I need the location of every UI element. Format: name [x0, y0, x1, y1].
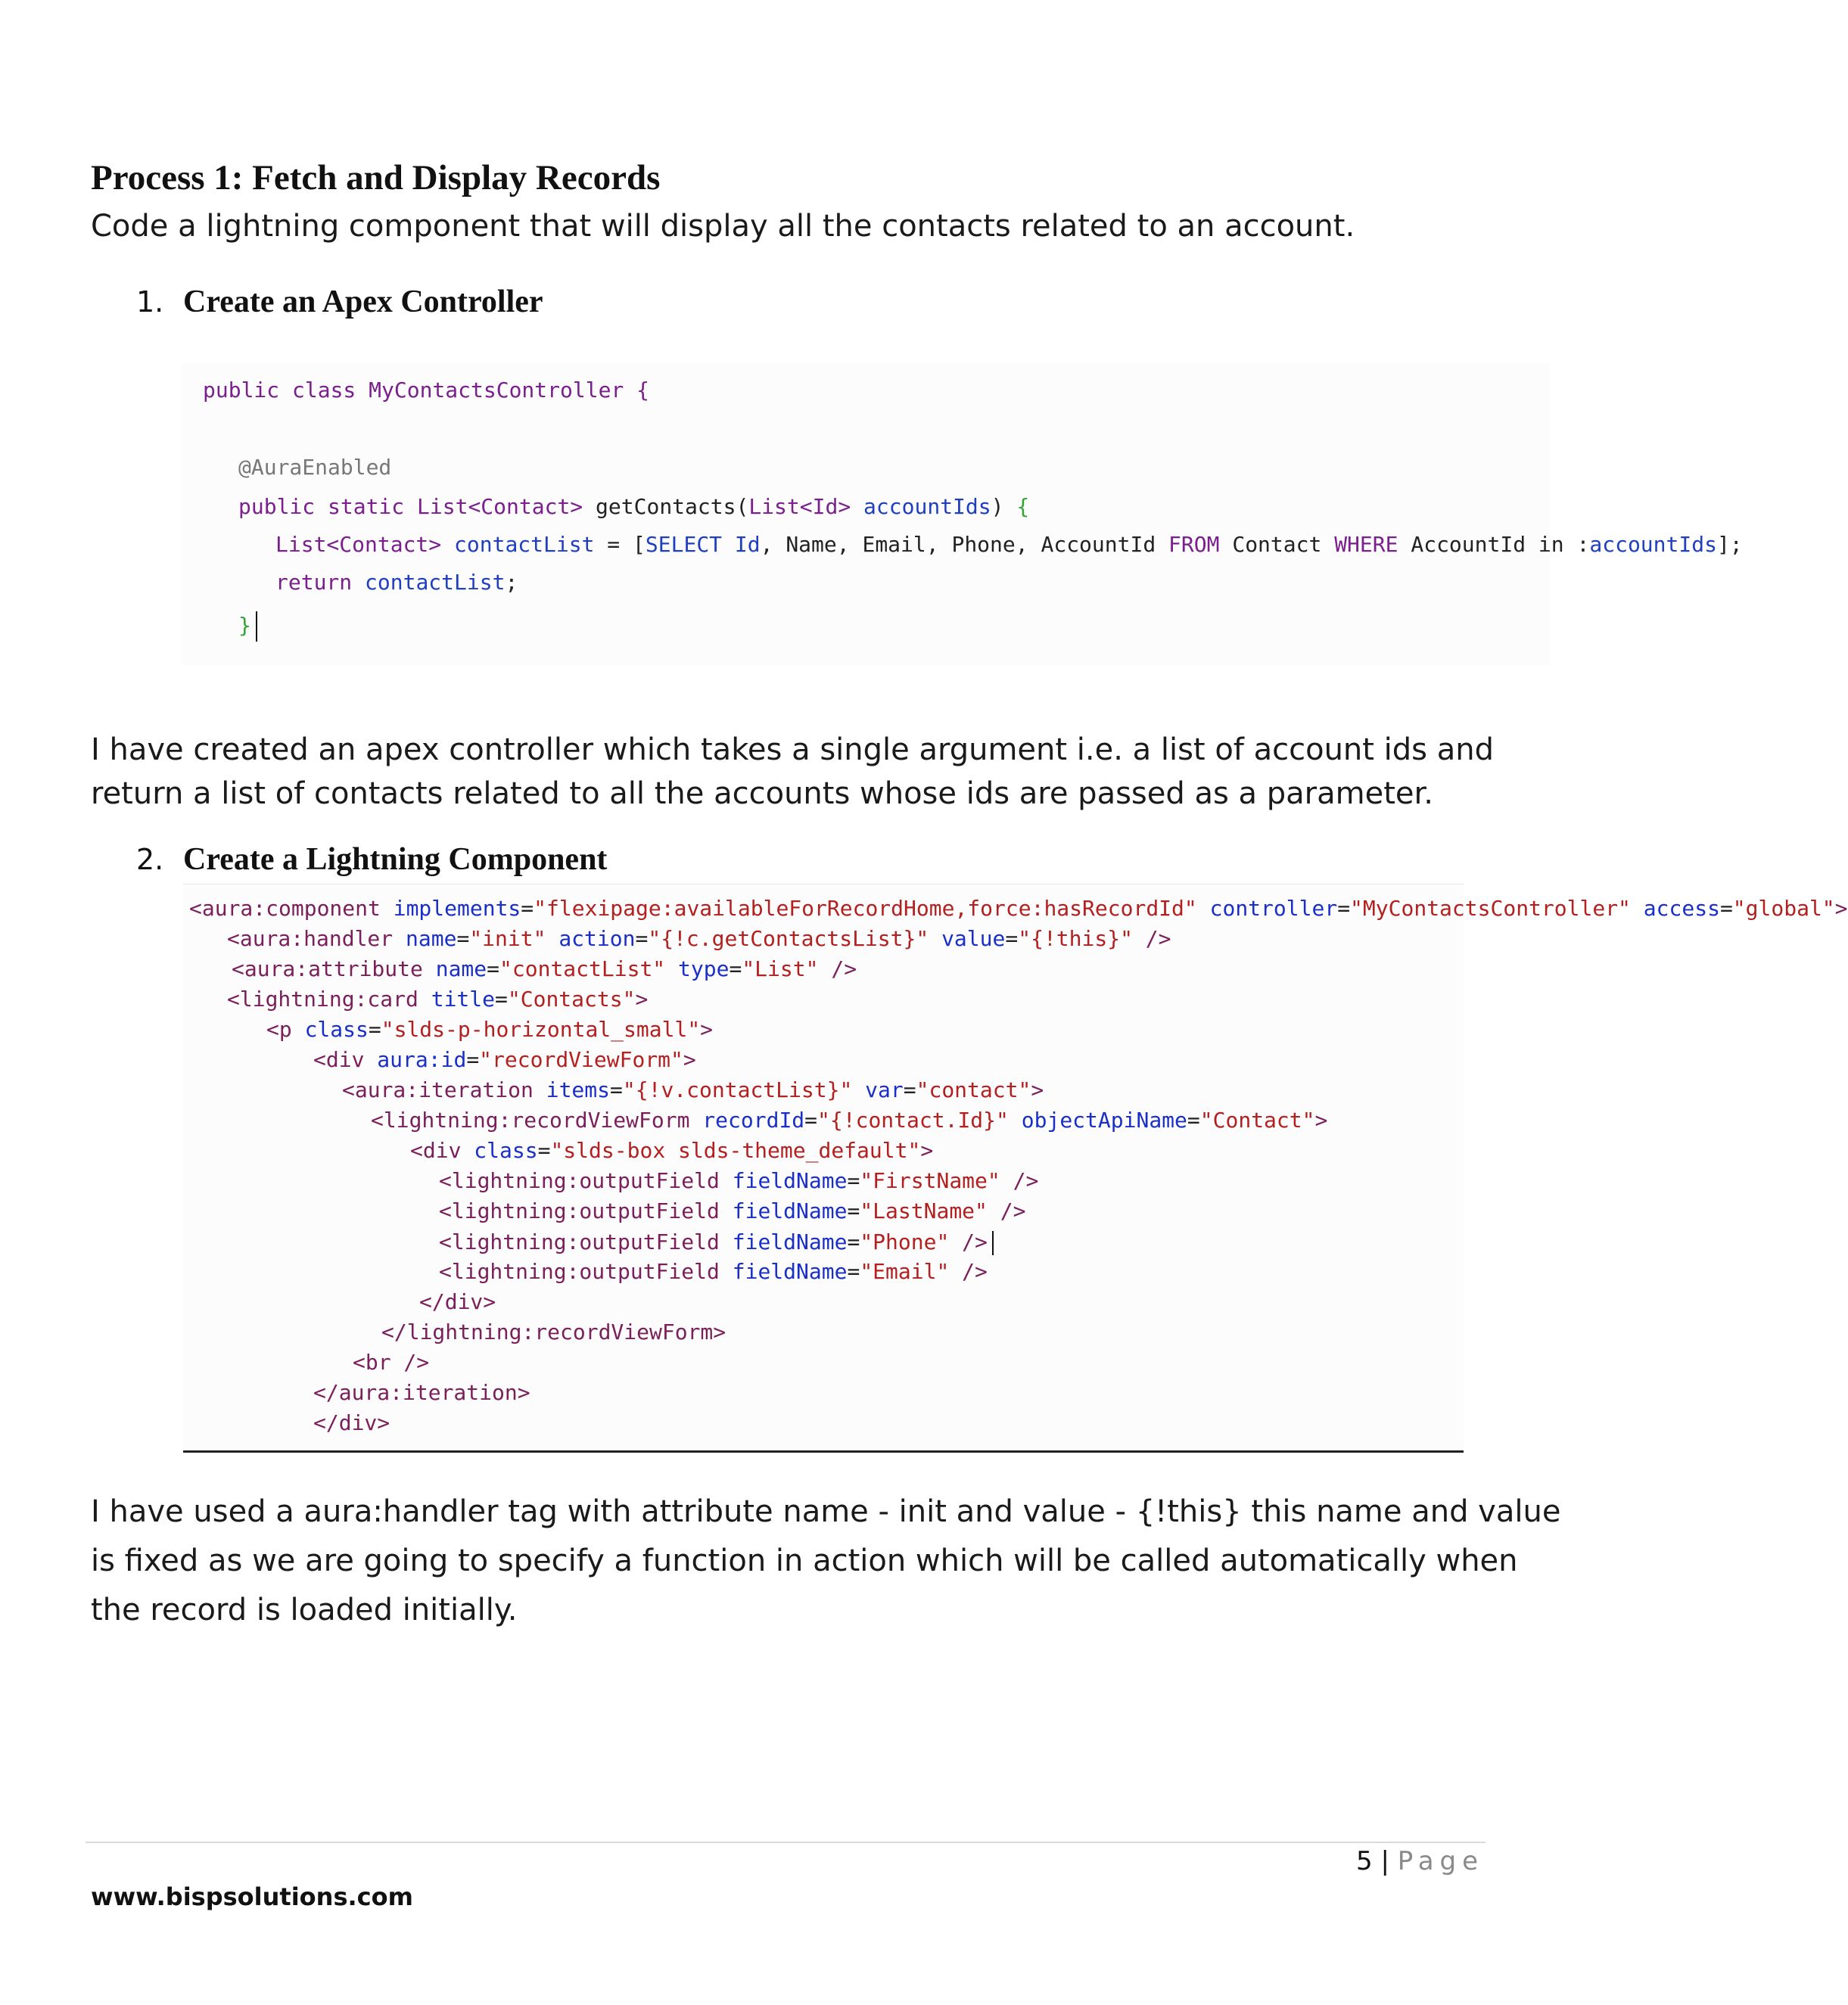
- code-token: items: [546, 1077, 611, 1102]
- code-token: =: [610, 1077, 623, 1102]
- code-token: </div>: [313, 1410, 390, 1435]
- code-token: "slds-p-horizontal_small": [381, 1017, 701, 1042]
- code-token: objectApiName: [1008, 1108, 1187, 1133]
- step-2-label: Create a Lightning Component: [183, 842, 608, 877]
- page-heading: Process 1: Fetch and Display Records: [91, 158, 661, 197]
- code-token: List<Contact>: [417, 494, 583, 519]
- code-token: , Name, Email, Phone, AccountId: [760, 532, 1169, 557]
- code-line: [353, 1352, 429, 1373]
- code-line: [371, 1110, 1327, 1131]
- code-line: [313, 1049, 696, 1071]
- code-token: "contactList": [499, 956, 666, 981]
- code-token: />: [1000, 1168, 1039, 1193]
- code-token: Contact: [1219, 532, 1335, 557]
- code-token: value: [929, 926, 1006, 951]
- code-line: [439, 1170, 1038, 1192]
- code-token: <lightning:outputField: [439, 1229, 733, 1254]
- code-token: =: [368, 1017, 381, 1042]
- code-token: =: [521, 896, 534, 921]
- code-line: [313, 1382, 530, 1404]
- code-token: SELECT Id: [645, 532, 761, 557]
- step-1-number: 1.: [136, 285, 164, 319]
- code-token: >: [635, 987, 649, 1012]
- component-code-block: [183, 884, 1848, 1453]
- code-token: getContacts(: [583, 494, 749, 519]
- apex-explanation: [91, 728, 1494, 816]
- code-token: contactList: [352, 570, 506, 595]
- code-line: [275, 572, 518, 593]
- code-line: [439, 1261, 988, 1282]
- code-token: =: [495, 987, 508, 1012]
- code-line: [439, 1198, 1026, 1223]
- code-token: aura:id: [377, 1047, 467, 1072]
- code-token: fieldName: [732, 1259, 848, 1284]
- website-url: www.bispsolutions.com: [91, 1882, 413, 1911]
- code-token: controller: [1196, 896, 1338, 921]
- step-2-heading: [136, 841, 607, 878]
- code-token: "MyContactsController": [1350, 896, 1631, 921]
- code-token: "{!c.getContactsList}": [648, 926, 929, 951]
- code-line: [238, 457, 391, 478]
- code-token: />: [818, 956, 857, 981]
- footer-divider: [86, 1842, 1486, 1843]
- paragraph-line: return a list of contacts related to all the accounts whose ids are passed as a parameter.: [91, 776, 1433, 811]
- code-token: "Email": [860, 1259, 950, 1284]
- code-token: {: [1016, 494, 1030, 519]
- code-token: WHERE: [1334, 532, 1398, 557]
- page-number-value: 5: [1356, 1846, 1373, 1876]
- code-token: ];: [1716, 532, 1743, 557]
- step-1-heading: [136, 284, 543, 320]
- text-cursor: [256, 611, 257, 642]
- code-token: <lightning:outputField: [439, 1198, 733, 1223]
- intro-text: Code a lightning component that will display all the contacts related to an account.: [91, 209, 1355, 244]
- code-token: >: [1031, 1077, 1044, 1102]
- code-token: <aura:attribute: [232, 956, 436, 981]
- code-token: =: [635, 926, 649, 951]
- code-line: [266, 1019, 713, 1040]
- code-token: </lightning:recordViewForm>: [381, 1320, 726, 1344]
- code-token: >: [1314, 1108, 1328, 1133]
- code-token: class: [304, 1017, 369, 1042]
- code-token: >: [1834, 896, 1848, 921]
- code-token: FROM: [1168, 532, 1220, 557]
- code-token: "{!v.contactList}": [622, 1077, 853, 1102]
- code-token: fieldName: [732, 1198, 848, 1223]
- code-token: <lightning:card: [227, 987, 431, 1012]
- paragraph-line: I have created an apex controller which takes a single argument i.e. a list of account ids and: [91, 732, 1494, 767]
- code-token: action: [546, 926, 636, 951]
- code-line: [238, 496, 1029, 518]
- code-token: <p: [266, 1017, 305, 1042]
- code-token: type: [665, 956, 730, 981]
- code-line: [419, 1289, 496, 1314]
- code-line: [189, 898, 1848, 919]
- code-token: />: [949, 1259, 988, 1284]
- code-token: <aura:component: [189, 896, 394, 921]
- code-token: <lightning:recordViewForm: [371, 1108, 703, 1133]
- code-line: [275, 534, 1743, 555]
- code-token: "flexipage:availableForRecordHome,force:hasRecordId": [534, 896, 1197, 921]
- code-token: =: [456, 926, 470, 951]
- page-word: Page: [1397, 1846, 1485, 1876]
- code-token: "{!contact.Id}": [817, 1108, 1009, 1133]
- code-token: =: [729, 956, 742, 981]
- page-number-separator: |: [1380, 1846, 1389, 1876]
- page-number: [1356, 1846, 1484, 1876]
- code-token: <aura:iteration: [342, 1077, 546, 1102]
- code-token: public class MyContactsController {: [203, 378, 650, 403]
- code-token: accountIds: [1589, 532, 1717, 557]
- code-token: access: [1630, 896, 1720, 921]
- code-line: [313, 1410, 390, 1435]
- code-token: =: [847, 1168, 860, 1193]
- code-line: [439, 1231, 994, 1255]
- code-token: title: [431, 987, 496, 1012]
- code-token: = [: [594, 532, 646, 557]
- code-token: <lightning:outputField: [439, 1168, 733, 1193]
- code-token: fieldName: [732, 1229, 848, 1254]
- code-token: =: [847, 1259, 860, 1284]
- code-token: =: [847, 1229, 860, 1254]
- code-token: "List": [742, 956, 819, 981]
- code-token: AccountId in :: [1398, 532, 1590, 557]
- code-token: contactList: [441, 532, 595, 557]
- code-token: var: [852, 1077, 904, 1102]
- code-token: ): [991, 494, 1017, 519]
- step-1-label: Create an Apex Controller: [183, 284, 543, 319]
- text-cursor: [992, 1231, 994, 1255]
- code-token: List<Id>: [748, 494, 851, 519]
- code-token: fieldName: [732, 1168, 848, 1193]
- code-token: <div: [410, 1138, 474, 1163]
- code-token: "global": [1732, 896, 1835, 921]
- code-line: [232, 956, 857, 981]
- code-token: class: [474, 1138, 538, 1163]
- code-token: =: [1719, 896, 1733, 921]
- code-line: [203, 380, 649, 401]
- code-line: [342, 1077, 1044, 1102]
- code-token: name: [406, 926, 457, 951]
- code-token: "contact": [916, 1077, 1031, 1102]
- code-token: return: [275, 570, 353, 595]
- code-token: =: [1005, 926, 1019, 951]
- code-token: >: [920, 1138, 934, 1163]
- step-2-number: 2.: [136, 843, 164, 876]
- code-token: "Phone": [860, 1229, 950, 1254]
- code-token: List<Contact>: [275, 532, 442, 557]
- code-token: =: [804, 1108, 818, 1133]
- code-line: [238, 611, 257, 642]
- code-token: />: [949, 1229, 988, 1254]
- code-token: }: [238, 613, 251, 638]
- code-line: [227, 928, 1171, 950]
- code-token: <aura:handler: [227, 926, 406, 951]
- code-token: "Contact": [1199, 1108, 1315, 1133]
- code-token: ;: [505, 570, 518, 595]
- code-token: <lightning:outputField: [439, 1259, 733, 1284]
- code-token: implements: [393, 896, 521, 921]
- code-token: >: [700, 1017, 714, 1042]
- paragraph-line: I have used a aura:handler tag with attribute name - init and value - {!this} this name and value: [91, 1494, 1561, 1529]
- code-token: "FirstName": [860, 1168, 1000, 1193]
- code-token: "slds-box slds-theme_default": [550, 1138, 921, 1163]
- code-token: =: [847, 1198, 860, 1223]
- code-token: =: [487, 956, 500, 981]
- code-token: </aura:iteration>: [313, 1380, 530, 1405]
- code-token: <div: [313, 1047, 378, 1072]
- code-token: "Contacts": [507, 987, 636, 1012]
- code-token: recordId: [702, 1108, 805, 1133]
- code-token: "recordViewForm": [479, 1047, 683, 1072]
- code-token: =: [537, 1138, 551, 1163]
- code-token: =: [1337, 896, 1351, 921]
- code-token: "LastName": [860, 1198, 988, 1223]
- code-token: =: [1187, 1108, 1200, 1133]
- code-token: </div>: [419, 1289, 496, 1314]
- code-token: />: [1132, 926, 1171, 951]
- handler-explanation: [91, 1487, 1560, 1635]
- code-token: "init": [469, 926, 546, 951]
- paragraph-line: is fixed as we are going to specify a function in action which will be called automatically when: [91, 1543, 1518, 1578]
- code-token: accountIds: [851, 494, 991, 519]
- paragraph-line: the record is loaded initially.: [91, 1593, 518, 1627]
- code-token: @AuraEnabled: [238, 455, 392, 480]
- code-token: >: [683, 1047, 696, 1072]
- apex-code-block: [182, 363, 1743, 666]
- code-line: [381, 1322, 726, 1343]
- code-token: "{!this}": [1018, 926, 1133, 951]
- code-token: public static: [238, 494, 418, 519]
- code-line: [227, 989, 648, 1010]
- code-line: [410, 1140, 933, 1161]
- code-token: =: [903, 1077, 916, 1102]
- code-token: =: [466, 1047, 480, 1072]
- code-token: />: [987, 1198, 1026, 1223]
- code-token: <br />: [353, 1350, 430, 1375]
- code-token: name: [435, 956, 487, 981]
